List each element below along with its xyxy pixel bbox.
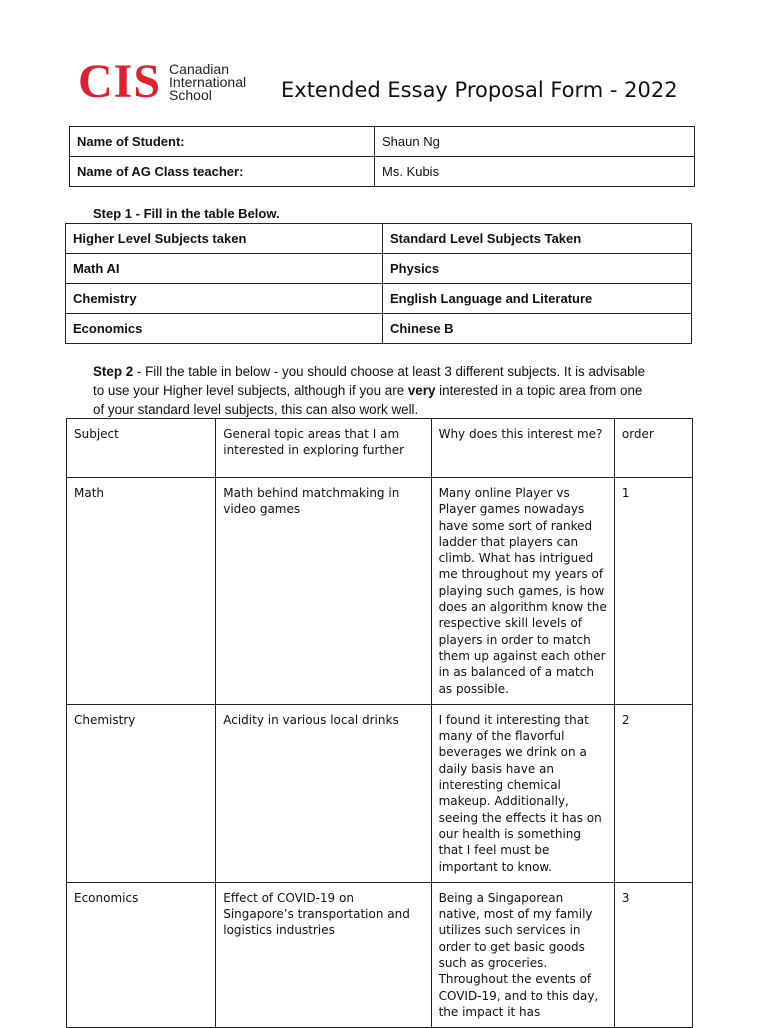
table-row	[67, 704, 693, 882]
step2-emphasis: very	[407, 383, 436, 398]
order-cell: 1	[614, 478, 692, 705]
topics-table	[66, 418, 693, 1028]
subjects-table	[65, 223, 692, 344]
column-header: Subject	[67, 419, 216, 478]
subject-cell: Chemistry	[67, 704, 216, 882]
table-row	[67, 882, 693, 1027]
table-row	[70, 157, 695, 187]
reason-cell: Many online Player vs Player games nowadays have some sort of ranked ladder that players can climb. What has intrigued me throughout my years of playing such games, is how does an algorithm know the respective skill levels of players in order to match them up against each other in as balanced of a match as possible.	[431, 478, 614, 705]
logo-text	[169, 60, 247, 103]
column-header: Higher Level Subjects taken	[66, 224, 383, 254]
subject-cell: Economics	[67, 882, 216, 1027]
step2-text: - Fill the table in below - you should choose at least 3 different subjects. It is advisable to use your Higher level subjects, although if you are	[93, 364, 646, 398]
order-cell: 3	[614, 882, 692, 1027]
hl-subject: Economics	[66, 314, 383, 344]
table-row	[67, 478, 693, 705]
reason-cell: I found it interesting that many of the flavorful beverages we drink on a daily basis have an interesting chemical makeup. Additionally, seeing the effects it has on our health is something that I feel must be important to know.	[431, 704, 614, 882]
order-cell: 2	[614, 704, 692, 882]
column-header: Standard Level Subjects Taken	[383, 224, 692, 254]
logo-line: International	[169, 73, 247, 90]
step2-instruction	[93, 362, 653, 419]
step1-instruction: Step 1 - Fill in the table Below.	[93, 206, 280, 221]
topic-cell: Acidity in various local drinks	[216, 704, 431, 882]
student-name-value: Shaun Ng	[375, 127, 695, 157]
table-row	[66, 254, 692, 284]
step2-text: interested in a topic area from one of your standard level subjects, this can also work well.	[93, 383, 643, 417]
school-logo	[78, 55, 247, 108]
student-name-label: Name of Student:	[70, 127, 375, 157]
step2-label: Step 2	[93, 364, 134, 379]
topic-cell: Math behind matchmaking in video games	[216, 478, 431, 705]
student-info-table	[69, 126, 695, 187]
reason-cell: Being a Singaporean native, most of my family utilizes such services in order to get basic goods such as groceries. Throughout the events of COVID-19, and to this day, the impact it has	[431, 882, 614, 1027]
logo-line: Canadian	[169, 60, 229, 77]
teacher-name-label: Name of AG Class teacher:	[70, 157, 375, 187]
sl-subject: Physics	[383, 254, 692, 284]
teacher-name-value: Ms. Kubis	[375, 157, 695, 187]
table-row	[66, 314, 692, 344]
logo-mark: CIS	[78, 55, 162, 108]
table-row	[66, 284, 692, 314]
sl-subject: Chinese B	[383, 314, 692, 344]
column-header: order	[614, 419, 692, 478]
form-title: Extended Essay Proposal Form - 2022	[281, 78, 678, 102]
topic-cell: Effect of COVID-19 on Singapore’s transportation and logistics industries	[216, 882, 431, 1027]
subject-cell: Math	[67, 478, 216, 705]
table-row	[70, 127, 695, 157]
table-header-row	[67, 419, 693, 478]
column-header: General topic areas that I am interested in exploring further	[216, 419, 431, 478]
column-header: Why does this interest me?	[431, 419, 614, 478]
logo-line: School	[169, 86, 212, 103]
hl-subject: Math AI	[66, 254, 383, 284]
table-header-row	[66, 224, 692, 254]
sl-subject: English Language and Literature	[383, 284, 692, 314]
hl-subject: Chemistry	[66, 284, 383, 314]
